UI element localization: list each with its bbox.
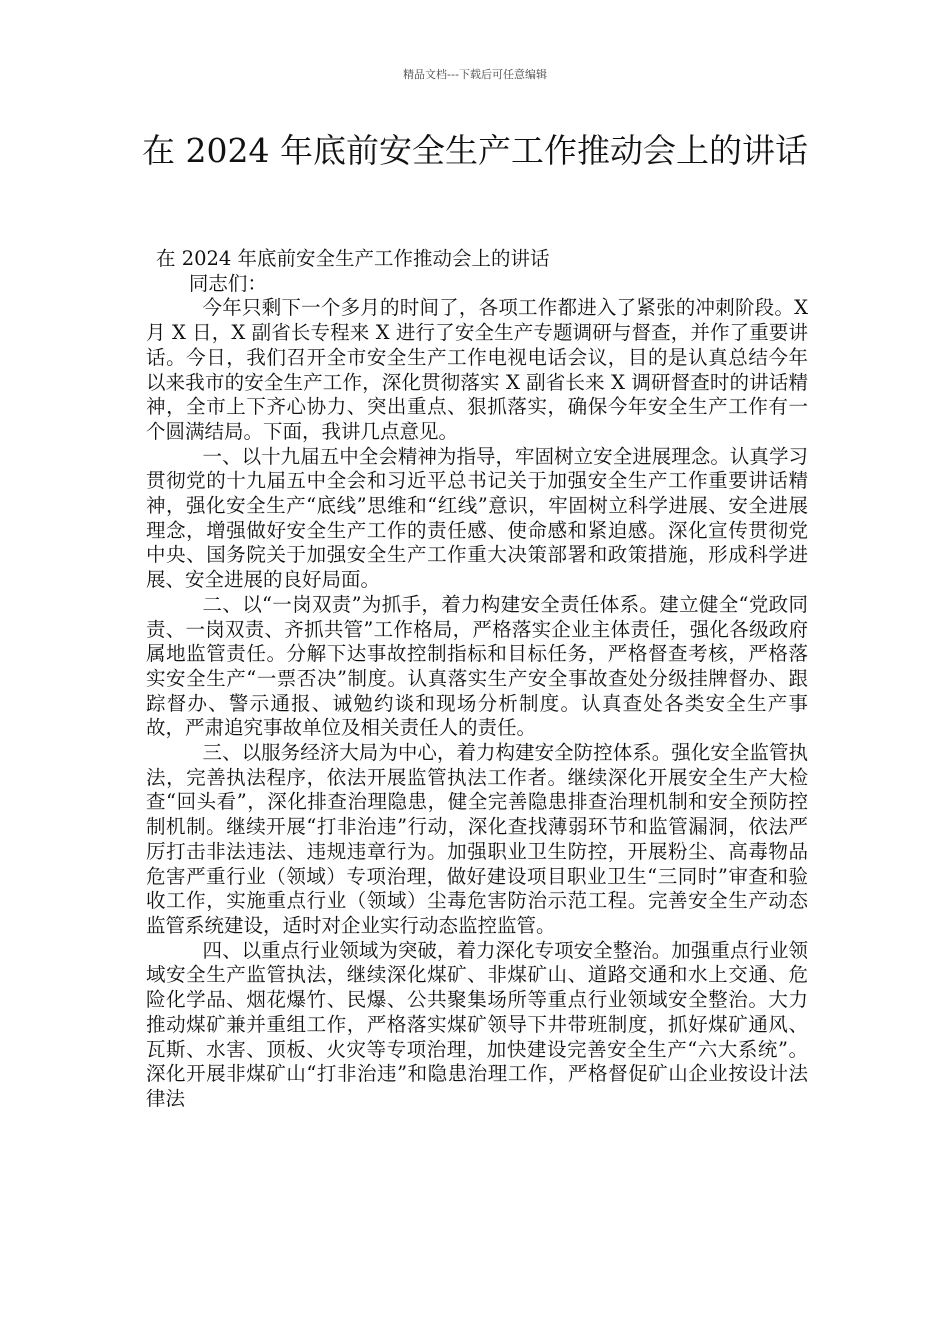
document-title: 在 2024 年底前安全生产工作推动会上的讲话 [142,131,808,170]
paragraph-section-4: 四、以重点行业领域为突破，着力深化专项安全整治。加强重点行业领域安全生产监管执法，继续深化煤矿、非煤矿山、道路交通和水上交通、危险化学品、烟花爆竹、民爆、公共聚集场所等重点行业领域安全整治。大力推动煤矿兼并重组工作，严格落实煤矿领导下井带班制度，抓好煤矿通风、瓦斯、水害、顶板、火灾等专项治理，加快建设完善安全生产“六大系统”。深化开展非煤矿山“打非治违”和隐患治理工作，严格督促矿山企业按设计法律法 [146,938,808,1110]
paragraph-section-2: 二、以“一岗双责”为抓手，着力构建安全责任体系。建立健全“党政同责、一岗双责、齐抓共管”工作格局，严格落实企业主体责任，强化各级政府属地监管责任。分解下达事故控制指标和目标任务，严格督查考核，严格落实安全生产“一票否决”制度。认真落实生产安全事故查处分级挂牌督办、跟踪督办、警示通报、诫勉约谈和现场分析制度。认真查处各类安全生产事故，严肃追究事故单位及相关责任人的责任。 [146,592,808,740]
paragraph-section-3: 三、以服务经济大局为中心，着力构建安全防控体系。强化安全监管执法，完善执法程序，依法开展监管执法工作者。继续深化开展安全生产大检查“回头看”，深化排查治理隐患，健全完善隐患排查治理机制和安全预防控制机制。继续开展“打非治违”行动，深化查找薄弱环节和监管漏洞，依法严厉打击非法违法、违规违章行为。加强职业卫生防控，开展粉尘、高毒物品危害严重行业（领域）专项治理，做好建设项目职业卫生“三同时”审查和验收工作，实施重点行业（领域）尘毒危害防治示范工程。完善安全生产动态监管系统建设，适时对企业实行动态监控监管。 [146,741,808,937]
header-note: 精品文档---下载后可任意编辑 [403,68,547,81]
paragraph-intro: 今年只剩下一个多月的时间了，各项工作都进入了紧张的冲刺阶段。X 月 X 日，X 副省长专程来 X 进行了安全生产专题调研与督查，并作了重要讲话。今日，我们召开全市安全生产工作电视电话会议，目的是认真总结今年以来我市的安全生产工作，深化贯彻落实 X 副省长来 X 调研督查时的讲话精神，全市上下齐心协力、突出重点、狠抓落实，确保今年安全生产工作有一个圆满结局。下面，我讲几点意见。 [146,296,808,443]
document-subtitle: 在 2024 年底前安全生产工作推动会上的讲话 [156,247,550,270]
salutation: 同志们： [188,271,267,295]
paragraph-section-1: 一、以十九届五中全会精神为指导，牢固树立安全进展理念。认真学习贯彻党的十九届五中全会和习近平总书记关于加强安全生产工作重要讲话精神，强化安全生产“底线”思维和“红线”意识，牢固树立科学进展、安全进展理念，增强做好安全生产工作的责任感、使命感和紧迫感。深化宣传贯彻党中央、国务院关于加强安全生产工作重大决策部署和政策措施，形成科学进展、安全进展的良好局面。 [146,444,808,592]
document-body [146,247,808,1112]
